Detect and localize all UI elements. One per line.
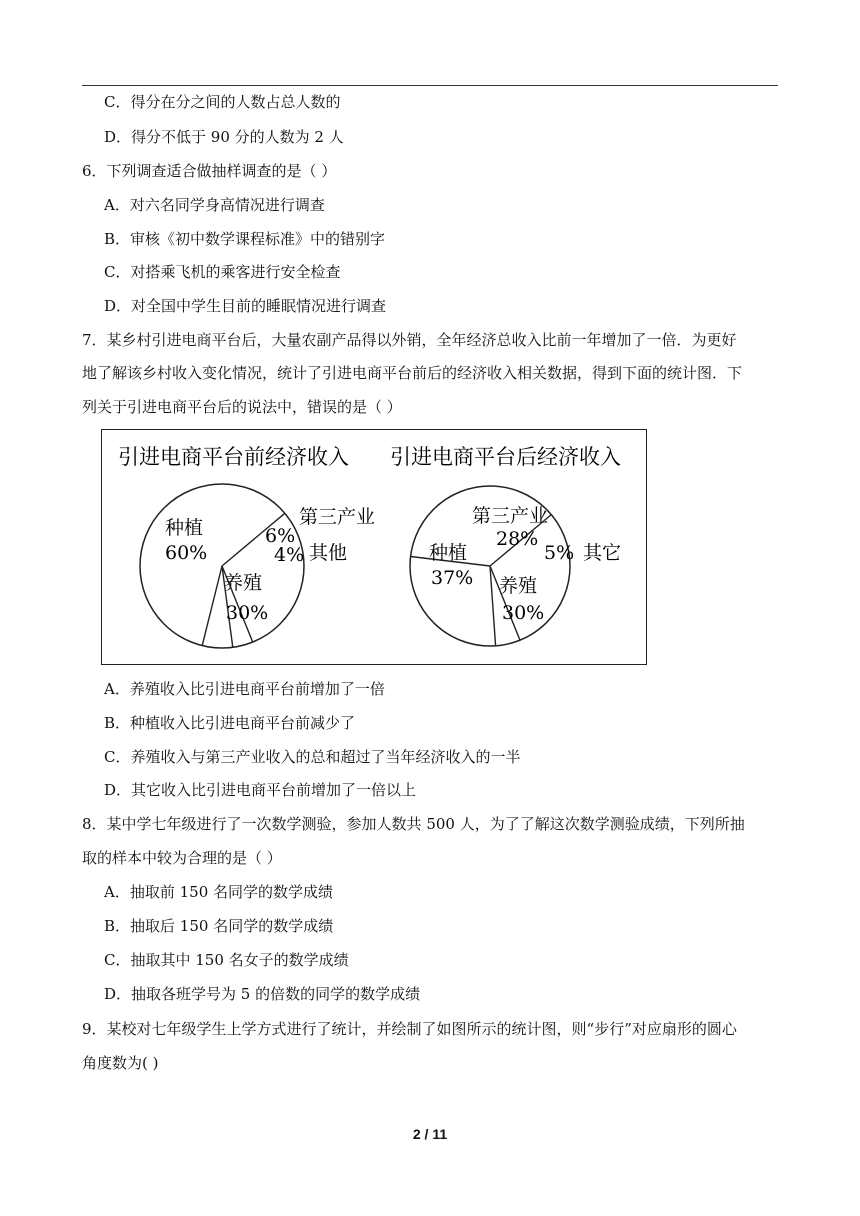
q9-stem-line-2: 角度数为( ) xyxy=(82,1054,159,1072)
q5-option-c: C．得分在分之间的人数占总人数的 xyxy=(104,93,341,111)
q7-stem-line-2: 地了解该乡村收入变化情况，统计了引进电商平台前后的经济收入相关数据，得到下面的统计图．下 xyxy=(82,364,743,382)
page-number: 2 / 11 xyxy=(412,1126,448,1142)
pie-before-label-breeding-name: 养殖 xyxy=(224,572,263,594)
pie-after-label-breeding-pct: 30% xyxy=(502,602,545,624)
q8-option-b: B．抽取后 150 名同学的数学成绩 xyxy=(104,917,334,935)
q8-option-d: D．抽取各班学号为 5 的倍数的同学的数学成绩 xyxy=(104,985,421,1003)
pie-chart-before xyxy=(118,445,375,648)
pie-after-label-breeding-name: 养殖 xyxy=(499,575,538,597)
q9-stem-line-1: 9．某校对七年级学生上学方式进行了统计，并绘制了如图所示的统计图，则“步行”对应扇形的圆心 xyxy=(82,1020,737,1038)
pie-before-legend-other: 其他 xyxy=(309,542,348,564)
q6-option-a: A．对六名同学身高情况进行调查 xyxy=(104,196,325,214)
pie-0-slice-boundary-第三产业 xyxy=(202,566,222,646)
q6-option-b: B．审核《初中数学课程标准》中的错别字 xyxy=(104,230,386,248)
pie-before-label-planting-name: 种植 xyxy=(165,517,204,539)
pie-after-label-planting-name: 种植 xyxy=(429,542,468,564)
q7-stem-line-3: 列关于引进电商平台后的说法中，错误的是（ ） xyxy=(82,398,402,416)
pie-before-label-tertiary-pct: 6% xyxy=(265,525,296,547)
pie-after-label-planting-pct: 37% xyxy=(431,567,474,589)
pie-before-label-breeding-pct: 30% xyxy=(226,602,269,624)
q8-stem-line-1: 8．某中学七年级进行了一次数学测验，参加人数共 500 人，为了了解这次数学测验成绩，下列所抽 xyxy=(82,815,745,833)
pie-before-legend-tertiary: 第三产业 xyxy=(299,506,376,528)
pie-charts-svg xyxy=(102,430,648,666)
header-rule xyxy=(82,85,778,86)
q7-option-d: D．其它收入比引进电商平台前增加了一倍以上 xyxy=(104,781,417,799)
q7-stem-line-1: 7．某乡村引进电商平台后，大量农副产品得以外销，全年经济总收入比前一年增加了一倍．为更好 xyxy=(82,331,737,349)
q5-option-d: D．得分不低于 90 分的人数为 2 人 xyxy=(104,128,344,146)
pie-after-label-tertiary-name: 第三产业 xyxy=(472,505,549,527)
q7-pie-chart-figure xyxy=(101,429,647,665)
pie-before-title: 引进电商平台前经济收入 xyxy=(118,445,349,469)
q7-option-c: C．养殖收入与第三产业收入的总和超过了当年经济收入的一半 xyxy=(104,748,521,766)
pie-after-label-tertiary-pct: 28% xyxy=(496,528,539,550)
pie-after-label-other-pct: 5% xyxy=(544,542,575,564)
pie-before-label-other-pct: 4% xyxy=(274,544,305,566)
q8-stem-line-2: 取的样本中较为合理的是（ ） xyxy=(82,849,282,867)
q8-option-c: C．抽取其中 150 名女子的数学成绩 xyxy=(104,951,349,969)
pie-after-title: 引进电商平台后经济收入 xyxy=(390,445,621,469)
q6-option-d: D．对全国中学生目前的睡眠情况进行调查 xyxy=(104,297,387,315)
pie-chart-after xyxy=(390,445,621,646)
q8-option-a: A．抽取前 150 名同学的数学成绩 xyxy=(104,883,334,901)
q7-option-a: A．养殖收入比引进电商平台前增加了一倍 xyxy=(104,680,385,698)
q6-option-c: C．对搭乘飞机的乘客进行安全检查 xyxy=(104,263,341,281)
q7-option-b: B．种植收入比引进电商平台前减少了 xyxy=(104,714,356,732)
pie-after-legend-other: 其它 xyxy=(583,542,622,564)
pie-before-label-planting-pct: 60% xyxy=(165,542,208,564)
q6-stem: 6．下列调查适合做抽样调查的是（ ） xyxy=(82,162,337,180)
